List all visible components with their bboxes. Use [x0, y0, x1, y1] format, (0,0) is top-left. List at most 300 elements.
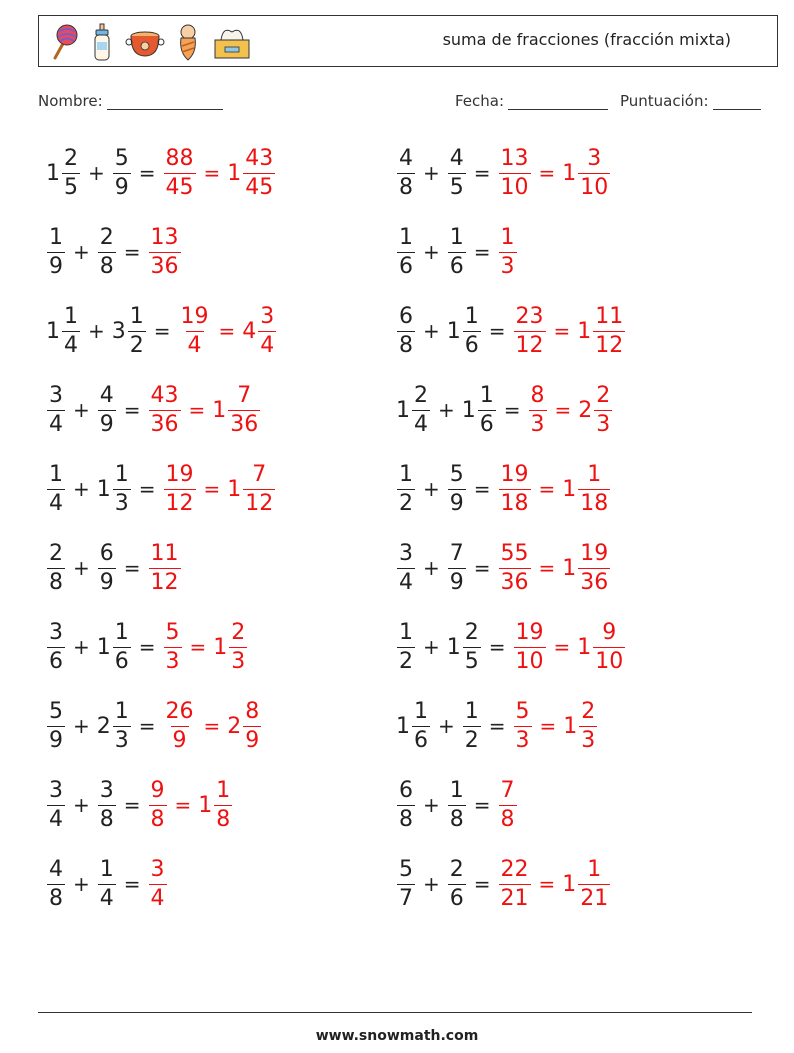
header-box [38, 15, 778, 67]
numerator: 2 [449, 856, 464, 882]
denominator: 8 [99, 253, 114, 279]
numerator: 1 [129, 303, 144, 329]
whole-number: 1 [227, 160, 242, 186]
fraction [149, 856, 167, 911]
denominator: 6 [464, 332, 479, 358]
addend-a [396, 619, 416, 674]
equals-sign: = [153, 319, 171, 343]
numerator: 11 [150, 540, 179, 566]
fraction [397, 777, 415, 832]
problem-18 [396, 765, 518, 845]
fraction [397, 619, 415, 674]
whole-number: 1 [562, 160, 577, 186]
whole-number: 1 [46, 318, 60, 344]
whole-number: 1 [446, 634, 461, 660]
fraction [448, 777, 466, 832]
addend-a [396, 698, 431, 753]
problem-5 [46, 291, 277, 371]
answer-mixed [213, 619, 248, 674]
addend-b [96, 619, 132, 674]
answer-improper [178, 303, 212, 358]
numerator: 2 [231, 619, 246, 645]
numerator: 1 [587, 856, 602, 882]
denominator: 6 [479, 411, 494, 437]
denominator: 12 [245, 490, 274, 516]
numerator: 6 [99, 540, 114, 566]
answer-improper [163, 698, 197, 753]
addend-b [447, 777, 467, 832]
whole-number: 2 [96, 713, 111, 739]
numerator: 19 [500, 461, 529, 487]
denominator: 36 [150, 253, 179, 279]
answer-improper [513, 303, 547, 358]
numerator: 1 [399, 224, 413, 250]
answer-mixed [562, 461, 611, 516]
answer-improper [163, 461, 197, 516]
problem-11 [46, 528, 182, 608]
numerator: 7 [449, 540, 464, 566]
addend-a [396, 145, 416, 200]
denominator: 8 [49, 569, 63, 595]
answer-mixed [577, 619, 626, 674]
denominator: 8 [216, 806, 231, 832]
fraction [448, 145, 466, 200]
denominator: 3 [596, 411, 611, 437]
fraction [113, 461, 131, 516]
name-label: Nombre: [38, 92, 103, 110]
fraction [514, 698, 532, 753]
denominator: 4 [99, 885, 114, 911]
numerator: 9 [150, 777, 165, 803]
addend-a [396, 303, 416, 358]
problem-15 [46, 686, 262, 766]
whole-number: 1 [396, 397, 410, 423]
numerator: 1 [216, 777, 231, 803]
fraction [412, 698, 430, 753]
equals-sign: = [123, 872, 141, 896]
fraction [164, 619, 182, 674]
fraction [164, 461, 196, 516]
numerator: 2 [464, 619, 479, 645]
problem-7 [46, 370, 261, 450]
answer-improper [148, 856, 168, 911]
baby-bottle-icon [91, 22, 113, 62]
footer-site: www.snowmath.com [315, 1028, 479, 1044]
fraction [448, 540, 466, 595]
addend-b [462, 698, 482, 753]
denominator: 3 [114, 490, 129, 516]
denominator: 12 [165, 490, 194, 516]
numerator: 43 [150, 382, 179, 408]
denominator: 4 [414, 411, 428, 437]
date-blank [508, 93, 608, 110]
denominator: 2 [399, 648, 413, 674]
answer-improper [163, 619, 183, 674]
addend-a [46, 382, 66, 437]
denominator: 5 [449, 174, 464, 200]
sheet-title: suma de fracciones (fracción mixta) [442, 30, 731, 49]
plus-sign: + [88, 161, 105, 185]
denominator: 4 [49, 411, 63, 437]
fraction [243, 145, 275, 200]
answer-improper [498, 856, 532, 911]
fraction [164, 698, 196, 753]
numerator: 4 [99, 382, 114, 408]
numerator: 43 [245, 145, 274, 171]
denominator: 9 [49, 253, 63, 279]
denominator: 36 [580, 569, 609, 595]
numerator: 7 [500, 777, 515, 803]
numerator: 3 [399, 540, 413, 566]
fraction [243, 698, 261, 753]
whole-number: 1 [562, 871, 577, 897]
problem-10 [396, 449, 611, 529]
answer-improper [148, 382, 182, 437]
answer-mixed [562, 540, 611, 595]
denominator: 6 [114, 648, 129, 674]
denominator: 3 [581, 727, 596, 753]
fraction [98, 224, 116, 279]
whole-number: 1 [213, 634, 228, 660]
fraction [149, 777, 167, 832]
date-field [455, 92, 608, 110]
fraction [594, 382, 612, 437]
denominator: 10 [500, 174, 529, 200]
numerator: 2 [49, 540, 63, 566]
equals-sign: = [488, 319, 506, 343]
score-label: Puntuación: [620, 92, 709, 110]
addend-a [46, 698, 66, 753]
whole-number: 4 [242, 318, 257, 344]
answer-equals-sign: = [553, 319, 571, 343]
denominator: 4 [187, 332, 202, 358]
numerator: 1 [99, 856, 114, 882]
answer-mixed [562, 856, 611, 911]
fraction [463, 619, 481, 674]
equals-sign: = [138, 161, 156, 185]
numerator: 1 [114, 461, 129, 487]
numerator: 2 [596, 382, 611, 408]
numerator: 22 [500, 856, 529, 882]
numerator: 5 [114, 145, 129, 171]
answer-equals-sign: = [539, 714, 557, 738]
addend-b [446, 619, 482, 674]
plus-sign: + [73, 556, 90, 580]
numerator: 1 [449, 224, 464, 250]
numerator: 5 [449, 461, 464, 487]
fraction [113, 698, 131, 753]
fraction [578, 145, 610, 200]
whole-number: 1 [563, 713, 578, 739]
fraction [448, 224, 466, 279]
problem-12 [396, 528, 611, 608]
numerator: 3 [49, 619, 63, 645]
fraction [578, 540, 610, 595]
numerator: 1 [399, 461, 413, 487]
fraction [514, 303, 546, 358]
whole-number: 1 [446, 318, 461, 344]
denominator: 18 [580, 490, 609, 516]
fraction [499, 540, 531, 595]
addend-b [96, 461, 132, 516]
denominator: 3 [114, 727, 129, 753]
addend-b [461, 382, 497, 437]
numerator: 1 [587, 461, 602, 487]
fraction [463, 303, 481, 358]
addend-a [46, 540, 66, 595]
addend-a [46, 619, 66, 674]
plus-sign: + [73, 635, 90, 659]
numerator: 7 [252, 461, 267, 487]
denominator: 9 [245, 727, 260, 753]
fraction [593, 619, 625, 674]
denominator: 4 [49, 490, 63, 516]
denominator: 3 [165, 648, 180, 674]
name-blank [107, 93, 223, 110]
numerator: 3 [587, 145, 602, 171]
answer-improper [513, 619, 547, 674]
numerator: 5 [515, 698, 530, 724]
answer-mixed [578, 382, 613, 437]
score-field [620, 92, 761, 110]
answer-equals-sign: = [189, 635, 207, 659]
plus-sign: + [73, 240, 90, 264]
fraction [499, 856, 531, 911]
denominator: 5 [64, 174, 78, 200]
answer-equals-sign: = [218, 319, 236, 343]
addend-a [46, 303, 81, 358]
equals-sign: = [473, 240, 491, 264]
denominator: 4 [49, 806, 63, 832]
numerator: 3 [260, 303, 275, 329]
fraction [229, 619, 247, 674]
plus-sign: + [73, 398, 90, 422]
numerator: 3 [99, 777, 114, 803]
numerator: 8 [245, 698, 260, 724]
addend-b [97, 856, 117, 911]
denominator: 8 [49, 885, 63, 911]
denominator: 6 [414, 727, 428, 753]
fraction [578, 856, 610, 911]
addend-a [396, 540, 416, 595]
fraction [258, 303, 276, 358]
numerator: 1 [114, 698, 129, 724]
fraction [98, 540, 116, 595]
numerator: 23 [515, 303, 544, 329]
swaddled-baby-icon [177, 22, 199, 62]
fraction [98, 777, 116, 832]
denominator: 3 [530, 411, 545, 437]
addend-b [447, 145, 467, 200]
answer-equals-sign: = [188, 398, 206, 422]
answer-improper [528, 382, 548, 437]
plus-sign: + [73, 872, 90, 896]
fraction [214, 777, 232, 832]
fraction [62, 303, 80, 358]
answer-equals-sign: = [553, 635, 571, 659]
whole-number: 1 [227, 476, 242, 502]
fraction [47, 777, 65, 832]
answer-mixed [562, 145, 611, 200]
numerator: 1 [479, 382, 494, 408]
numerator: 3 [150, 856, 165, 882]
denominator: 9 [449, 569, 464, 595]
addend-b [447, 540, 467, 595]
denominator: 18 [500, 490, 529, 516]
answer-improper [498, 224, 518, 279]
denominator: 8 [449, 806, 464, 832]
tissue-box-icon [211, 22, 253, 62]
problem-17 [46, 765, 233, 845]
fraction [397, 145, 415, 200]
answer-equals-sign: = [538, 872, 556, 896]
denominator: 9 [99, 411, 114, 437]
numerator: 6 [399, 777, 413, 803]
fraction [499, 145, 531, 200]
plus-sign: + [73, 477, 90, 501]
denominator: 9 [49, 727, 63, 753]
plus-sign: + [423, 240, 440, 264]
whole-number: 1 [461, 397, 476, 423]
answer-improper [513, 698, 533, 753]
fraction [62, 145, 80, 200]
numerator: 6 [399, 303, 413, 329]
fraction [397, 461, 415, 516]
fraction [128, 303, 146, 358]
fraction [578, 461, 610, 516]
footer-divider [38, 1012, 752, 1013]
plus-sign: + [423, 793, 440, 817]
answer-mixed [242, 303, 277, 358]
denominator: 45 [245, 174, 274, 200]
fraction [593, 303, 625, 358]
numerator: 4 [399, 145, 413, 171]
problem-8 [396, 370, 613, 450]
denominator: 45 [165, 174, 194, 200]
answer-equals-sign: = [203, 161, 221, 185]
lollipop-icon [47, 22, 79, 62]
numerator: 8 [530, 382, 545, 408]
fraction [47, 382, 65, 437]
equals-sign: = [473, 161, 491, 185]
denominator: 36 [500, 569, 529, 595]
denominator: 3 [515, 727, 530, 753]
numerator: 3 [49, 382, 63, 408]
answer-equals-sign: = [203, 714, 221, 738]
denominator: 9 [172, 727, 187, 753]
addend-b [446, 303, 482, 358]
numerator: 2 [64, 145, 78, 171]
numerator: 5 [399, 856, 413, 882]
numerator: 1 [399, 619, 413, 645]
numerator: 4 [49, 856, 63, 882]
problem-13 [46, 607, 248, 687]
numerator: 26 [165, 698, 194, 724]
answer-improper [498, 777, 518, 832]
fraction [98, 856, 116, 911]
addend-a [396, 224, 416, 279]
whole-number: 1 [562, 476, 577, 502]
numerator: 1 [64, 303, 78, 329]
answer-mixed [227, 698, 262, 753]
fraction [47, 224, 65, 279]
fraction [243, 461, 275, 516]
denominator: 2 [399, 490, 413, 516]
fraction [397, 303, 415, 358]
numerator: 1 [464, 303, 479, 329]
equals-sign: = [138, 714, 156, 738]
denominator: 3 [231, 648, 246, 674]
fraction [397, 856, 415, 911]
fraction [47, 619, 65, 674]
answer-improper [148, 540, 182, 595]
name-field [38, 92, 223, 110]
addend-b [97, 382, 117, 437]
addend-b [447, 224, 467, 279]
numerator: 9 [602, 619, 617, 645]
denominator: 36 [150, 411, 179, 437]
whole-number: 1 [96, 634, 111, 660]
addend-b [97, 224, 117, 279]
addend-b [447, 461, 467, 516]
denominator: 5 [464, 648, 479, 674]
denominator: 2 [129, 332, 144, 358]
plus-sign: + [88, 319, 105, 343]
plus-sign: + [423, 556, 440, 580]
addend-b [96, 698, 132, 753]
equals-sign: = [138, 635, 156, 659]
date-label: Fecha: [455, 92, 505, 110]
answer-equals-sign: = [203, 477, 221, 501]
whole-number: 1 [396, 713, 410, 739]
equals-sign: = [473, 477, 491, 501]
whole-number: 2 [578, 397, 593, 423]
answer-equals-sign: = [538, 477, 556, 501]
numerator: 7 [237, 382, 252, 408]
denominator: 9 [114, 174, 129, 200]
fraction [164, 145, 196, 200]
denominator: 8 [399, 174, 413, 200]
problem-1 [46, 133, 276, 213]
addend-a [396, 777, 416, 832]
fraction [47, 461, 65, 516]
addend-b [97, 777, 117, 832]
numerator: 19 [580, 540, 609, 566]
whole-number: 1 [96, 476, 111, 502]
numerator: 5 [49, 698, 63, 724]
addend-a [46, 856, 66, 911]
fraction [499, 224, 517, 279]
problem-9 [46, 449, 276, 529]
baby-pot-icon [125, 22, 165, 62]
problem-2 [396, 133, 611, 213]
fraction [579, 698, 597, 753]
denominator: 10 [515, 648, 544, 674]
fraction [179, 303, 211, 358]
denominator: 10 [595, 648, 624, 674]
numerator: 1 [49, 224, 63, 250]
whole-number: 1 [212, 397, 227, 423]
denominator: 7 [399, 885, 413, 911]
denominator: 12 [515, 332, 544, 358]
equals-sign: = [123, 398, 141, 422]
denominator: 8 [500, 806, 515, 832]
plus-sign: + [438, 714, 455, 738]
fraction [149, 540, 181, 595]
numerator: 1 [414, 698, 428, 724]
numerator: 1 [464, 698, 479, 724]
numerator: 3 [49, 777, 63, 803]
